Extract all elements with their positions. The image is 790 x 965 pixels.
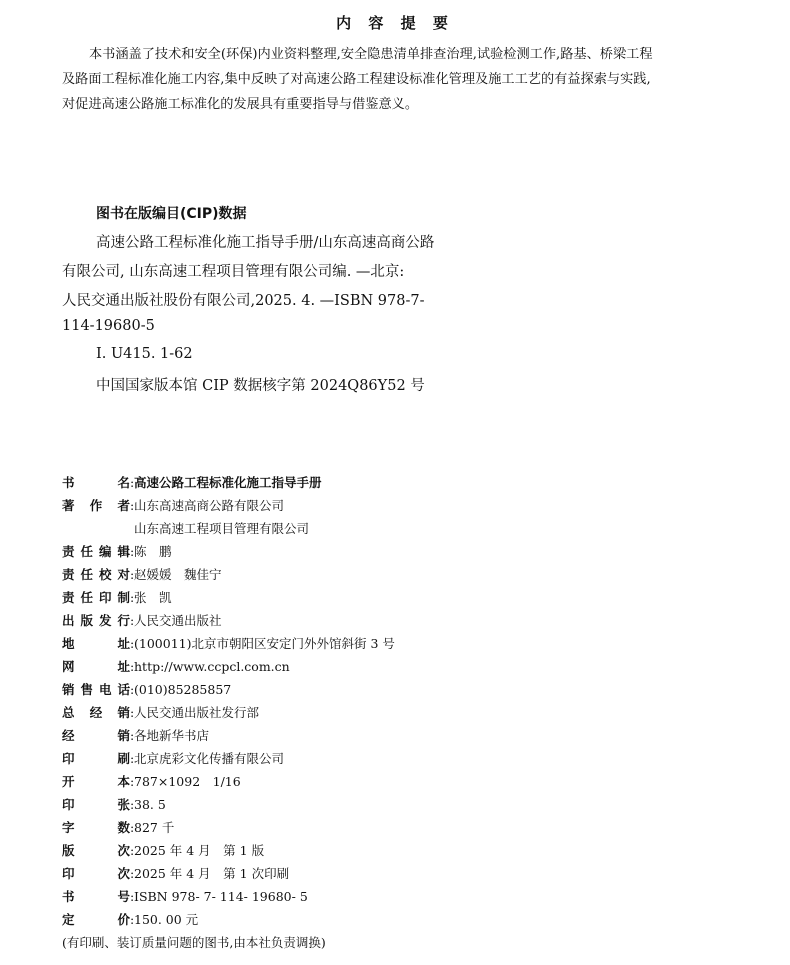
info-label: 出版发行 (62, 613, 130, 628)
info-row-sales-phone: 销售电话:(010)85285857 (62, 682, 232, 697)
info-label: 著作者 (62, 498, 130, 513)
info-value: (010)85285857 (134, 682, 232, 697)
info-value: 山东高速高商公路有限公司 (134, 498, 285, 513)
info-label: 经销 (62, 728, 130, 743)
info-label: 版次 (62, 843, 130, 858)
info-value: 高速公路工程标准化施工指导手册 (134, 475, 322, 490)
info-row-price: 定价:150. 00 元 (62, 912, 199, 927)
info-label: 地址 (62, 636, 130, 651)
info-label: 网址 (62, 659, 130, 674)
info-label: 责任校对 (62, 567, 130, 582)
info-value: 2025 年 4 月 第 1 次印刷 (134, 866, 290, 881)
summary-paragraph (62, 42, 728, 117)
info-value: 人民交通出版社发行部 (134, 705, 260, 720)
info-label: 销售电话 (62, 682, 130, 697)
info-label: 印刷 (62, 751, 130, 766)
summary-heading: 内 容 提 要 (336, 14, 454, 32)
footer-note: (有印刷、装订质量问题的图书,由本社负责调换) (62, 935, 326, 950)
info-row-distributor: 经销:各地新华书店 (62, 728, 210, 743)
info-row-printing: 印次:2025 年 4 月 第 1 次印刷 (62, 866, 290, 881)
info-value: (100011)北京市朝阳区安定门外外馆斜街 3 号 (134, 636, 395, 651)
info-value: 38. 5 (134, 797, 166, 812)
info-label: 印次 (62, 866, 130, 881)
info-row-author: 著作者:山东高速高商公路有限公司 (62, 498, 285, 513)
info-row-title: 书名:高速公路工程标准化施工指导手册 (62, 475, 322, 490)
summary-line: 本书涵盖了技术和安全(环保)内业资料整理,安全隐患清单排查治理,试验检测工作,路基、桥梁工程 (89, 47, 653, 62)
info-value: 赵媛媛 魏佳宁 (134, 567, 222, 582)
info-row-format: 开本:787×1092 1/16 (62, 774, 241, 789)
summary-line: 对促进高速公路施工标准化的发展具有重要指导与借鉴意义。 (62, 97, 419, 112)
info-label: 印张 (62, 797, 130, 812)
info-row-isbn: 书号:ISBN 978- 7- 114- 19680- 5 (62, 889, 308, 904)
info-value: 北京虎彩文化传播有限公司 (134, 751, 285, 766)
info-row-print-supervisor: 责任印制:张 凯 (62, 590, 172, 605)
info-row-sheets: 印张:38. 5 (62, 797, 166, 812)
info-label: 责任编辑 (62, 544, 130, 559)
info-row-publisher: 出版发行:人民交通出版社 (62, 613, 222, 628)
info-row-proofreader: 责任校对:赵媛媛 魏佳宁 (62, 567, 222, 582)
info-row-website: 网址:http://www.ccpcl.com.cn (62, 659, 290, 674)
info-row-address: 地址:(100011)北京市朝阳区安定门外外馆斜街 3 号 (62, 636, 395, 651)
info-row-edition: 版次:2025 年 4 月 第 1 版 (62, 843, 265, 858)
cip-line: 有限公司, 山东高速工程项目管理有限公司编. —北京: (62, 264, 405, 280)
info-value: 2025 年 4 月 第 1 版 (134, 843, 265, 858)
info-row-editor: 责任编辑:陈 鹏 (62, 544, 172, 559)
cip-line: 中国国家版本馆 CIP 数据核字第 2024Q86Y52 号 (96, 378, 425, 394)
info-value: 150. 00 元 (134, 912, 199, 927)
info-row-author-2 (62, 520, 309, 538)
info-value: 787×1092 1/16 (134, 774, 241, 789)
cip-line: 高速公路工程标准化施工指导手册/山东高速高商公路 (96, 235, 435, 251)
info-label: 字数 (62, 820, 130, 835)
info-label: 责任印制 (62, 590, 130, 605)
info-value: 张 凯 (134, 590, 172, 605)
summary-line: 及路面工程标准化施工内容,集中反映了对高速公路工程建设标准化管理及施工工艺的有益探索与实践, (62, 72, 651, 87)
cip-line: 人民交通出版社股份有限公司,2025. 4. —ISBN 978-7- (62, 293, 425, 309)
cip-line: 114-19680-5 (62, 318, 155, 334)
info-row-word-count: 字数:827 千 (62, 820, 175, 835)
info-value: 陈 鹏 (134, 544, 172, 559)
info-row-printer: 印刷:北京虎彩文化传播有限公司 (62, 751, 285, 766)
info-label: 定价 (62, 912, 130, 927)
cip-line: Ⅰ. U415. 1-62 (96, 346, 193, 362)
info-label: 总经销 (62, 705, 130, 720)
info-value: 人民交通出版社 (134, 613, 222, 628)
info-value: 山东高速工程项目管理有限公司 (134, 521, 310, 536)
cip-heading: 图书在版编目(CIP)数据 (96, 206, 247, 222)
info-label: 书名 (62, 475, 130, 490)
info-row-general-distributor: 总经销:人民交通出版社发行部 (62, 705, 260, 720)
info-value: 各地新华书店 (134, 728, 210, 743)
info-label: 书号 (62, 889, 130, 904)
info-value: 827 千 (134, 820, 175, 835)
info-label: 开本 (62, 774, 130, 789)
info-value: ISBN 978- 7- 114- 19680- 5 (134, 889, 308, 904)
info-value: http://www.ccpcl.com.cn (134, 659, 290, 674)
